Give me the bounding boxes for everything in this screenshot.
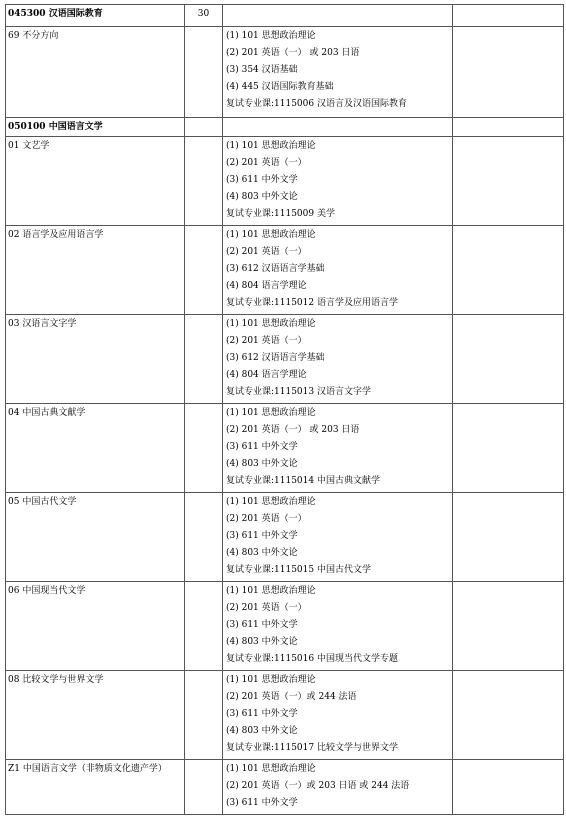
- quota-cell: [185, 671, 223, 760]
- major-title-cell: [6, 118, 185, 137]
- direction-cell: [6, 27, 185, 118]
- direction-name: 06 中国现当代文学: [8, 586, 86, 596]
- exam-subject-line: (3) 611 中外文学: [226, 531, 298, 541]
- quota-cell: [185, 137, 223, 226]
- exam-subject-line: (2) 201 英语（一） 或 203 日语: [226, 425, 360, 435]
- subjects-cell: [223, 671, 453, 760]
- direction-name: 02 语言学及应用语言学: [8, 230, 104, 240]
- subjects-cell: [223, 493, 453, 582]
- quota-cell: [185, 582, 223, 671]
- exam-subject-line: (2) 201 英语（一）: [226, 158, 307, 168]
- exam-subject-list: [223, 760, 452, 812]
- exam-subject-line: 复试专业课:1115015 中国古代文学: [226, 565, 371, 575]
- remarks-cell: [453, 493, 564, 582]
- exam-subject-line: (1) 101 思想政治理论: [226, 497, 316, 507]
- subjects-cell: [223, 27, 453, 118]
- exam-subject-line: (3) 611 中外文学: [226, 798, 298, 808]
- exam-subject-line: 复试专业课:1115009 美学: [226, 209, 335, 219]
- exam-subject-line: (3) 611 中外文学: [226, 709, 298, 719]
- exam-subject-line: 复试专业课:1115017 比较文学与世界文学: [226, 743, 398, 753]
- direction-row: [6, 493, 564, 582]
- major-title: 050100 中国语言文学: [8, 122, 103, 132]
- exam-subject-line: (2) 201 英语（一）或 244 法语: [226, 692, 357, 702]
- direction-cell: [6, 760, 185, 815]
- exam-subject-line: (2) 201 英语（一）: [226, 247, 307, 257]
- exam-subject-line: (3) 611 中外文学: [226, 442, 298, 452]
- exam-subject-list: [223, 27, 452, 113]
- exam-subject-line: 复试专业课:1115014 中国古典文献学: [226, 476, 380, 486]
- enrollment-quota: [185, 118, 222, 119]
- subjects-cell: [223, 315, 453, 404]
- subjects-cell: [223, 137, 453, 226]
- exam-subject-line: (1) 101 思想政治理论: [226, 319, 316, 329]
- subjects-cell: [223, 118, 453, 137]
- direction-row: [6, 226, 564, 315]
- direction-cell: [6, 671, 185, 760]
- catalog-table-body: [6, 5, 564, 815]
- exam-subject-line: (1) 101 思想政治理论: [226, 675, 316, 685]
- exam-subject-line: (2) 201 英语（一）: [226, 514, 307, 524]
- direction-name: 08 比较文学与世界文学: [8, 675, 104, 685]
- direction-name: 69 不分方向: [8, 31, 59, 41]
- exam-subject-line: (1) 101 思想政治理论: [226, 764, 316, 774]
- subjects-cell: [223, 404, 453, 493]
- quota-cell: [185, 404, 223, 493]
- exam-subject-line: (4) 804 语言学理论: [226, 281, 307, 291]
- remarks-cell: [453, 118, 564, 137]
- exam-subject-line: (4) 803 中外文论: [226, 726, 298, 736]
- direction-cell: [6, 493, 185, 582]
- direction-cell: [6, 226, 185, 315]
- direction-row: [6, 27, 564, 118]
- admission-catalog-page: [5, 4, 563, 815]
- direction-cell: [6, 137, 185, 226]
- exam-subject-list: [223, 226, 452, 312]
- quota-cell: [185, 5, 223, 27]
- subjects-cell: [223, 760, 453, 815]
- exam-subject-line: (3) 612 汉语语言学基础: [226, 264, 325, 274]
- exam-subject-line: (1) 101 思想政治理论: [226, 586, 316, 596]
- major-header-row: [6, 118, 564, 137]
- exam-subject-line: (4) 803 中外文论: [226, 637, 298, 647]
- remarks-cell: [453, 27, 564, 118]
- exam-subject-list: [223, 671, 452, 757]
- exam-subject-line: (4) 803 中外文论: [226, 192, 298, 202]
- exam-subject-line: (1) 101 思想政治理论: [226, 31, 316, 41]
- direction-name: 01 文艺学: [8, 141, 50, 151]
- remarks-cell: [453, 226, 564, 315]
- exam-subject-line: 复试专业课:1115013 汉语言文字学: [226, 387, 371, 397]
- direction-name: Z1 中国语言文学（非物质文化遗产学）: [8, 764, 167, 774]
- subjects-cell: [223, 5, 453, 27]
- exam-subject-list: [223, 137, 452, 223]
- remarks-cell: [453, 137, 564, 226]
- exam-subject-line: 复试专业课:1115012 语言学及应用语言学: [226, 298, 398, 308]
- direction-row: [6, 315, 564, 404]
- exam-subject-line: (1) 101 思想政治理论: [226, 408, 316, 418]
- exam-subject-line: 复试专业课:1115006 汉语言及汉语国际教育: [226, 99, 407, 109]
- exam-subject-line: (4) 445 汉语国际教育基础: [226, 82, 334, 92]
- major-title: 045300 汉语国际教育: [8, 9, 103, 19]
- subjects-cell: [223, 582, 453, 671]
- direction-name: 03 汉语言文字学: [8, 319, 77, 329]
- remarks-cell: [453, 582, 564, 671]
- remarks-cell: [453, 671, 564, 760]
- remarks-cell: [453, 760, 564, 815]
- direction-cell: [6, 315, 185, 404]
- remarks-cell: [453, 5, 564, 27]
- major-title-cell: [6, 5, 185, 27]
- exam-subject-list: [223, 582, 452, 668]
- exam-subject-line: (1) 101 思想政治理论: [226, 141, 316, 151]
- quota-cell: [185, 493, 223, 582]
- direction-cell: [6, 404, 185, 493]
- exam-subject-line: 复试专业课:1115016 中国现当代文学专题: [226, 654, 398, 664]
- direction-row: [6, 582, 564, 671]
- exam-subject-line: (3) 612 汉语语言学基础: [226, 353, 325, 363]
- direction-name: 05 中国古代文学: [8, 497, 77, 507]
- subjects-cell: [223, 226, 453, 315]
- exam-subject-line: (3) 611 中外文学: [226, 175, 298, 185]
- exam-subject-list: [223, 315, 452, 401]
- remarks-cell: [453, 404, 564, 493]
- quota-cell: [185, 315, 223, 404]
- direction-row: [6, 404, 564, 493]
- exam-subject-line: (3) 611 中外文学: [226, 620, 298, 630]
- exam-subject-list: [223, 493, 452, 579]
- remarks-cell: [453, 315, 564, 404]
- exam-subject-line: (4) 803 中外文论: [226, 548, 298, 558]
- exam-subject-line: (2) 201 英语（一） 或 203 日语: [226, 48, 360, 58]
- quota-cell: [185, 27, 223, 118]
- direction-row: [6, 137, 564, 226]
- exam-subject-list: [223, 404, 452, 490]
- quota-cell: [185, 226, 223, 315]
- exam-subject-line: (4) 803 中外文论: [226, 459, 298, 469]
- direction-cell: [6, 582, 185, 671]
- exam-subject-line: (2) 201 英语（一）: [226, 603, 307, 613]
- exam-subject-line: (2) 201 英语（一）或 203 日语 或 244 法语: [226, 781, 410, 791]
- major-header-row: [6, 5, 564, 27]
- exam-subject-line: (1) 101 思想政治理论: [226, 230, 316, 240]
- exam-subject-line: (3) 354 汉语基础: [226, 65, 298, 75]
- enrollment-quota: 30: [197, 9, 210, 19]
- quota-cell: [185, 760, 223, 815]
- quota-cell: [185, 118, 223, 137]
- direction-name: 04 中国古典文献学: [8, 408, 86, 418]
- exam-subject-line: (4) 804 语言学理论: [226, 370, 307, 380]
- catalog-table: [5, 4, 564, 815]
- exam-subject-line: (2) 201 英语（一）: [226, 336, 307, 346]
- direction-row: [6, 671, 564, 760]
- direction-row: [6, 760, 564, 815]
